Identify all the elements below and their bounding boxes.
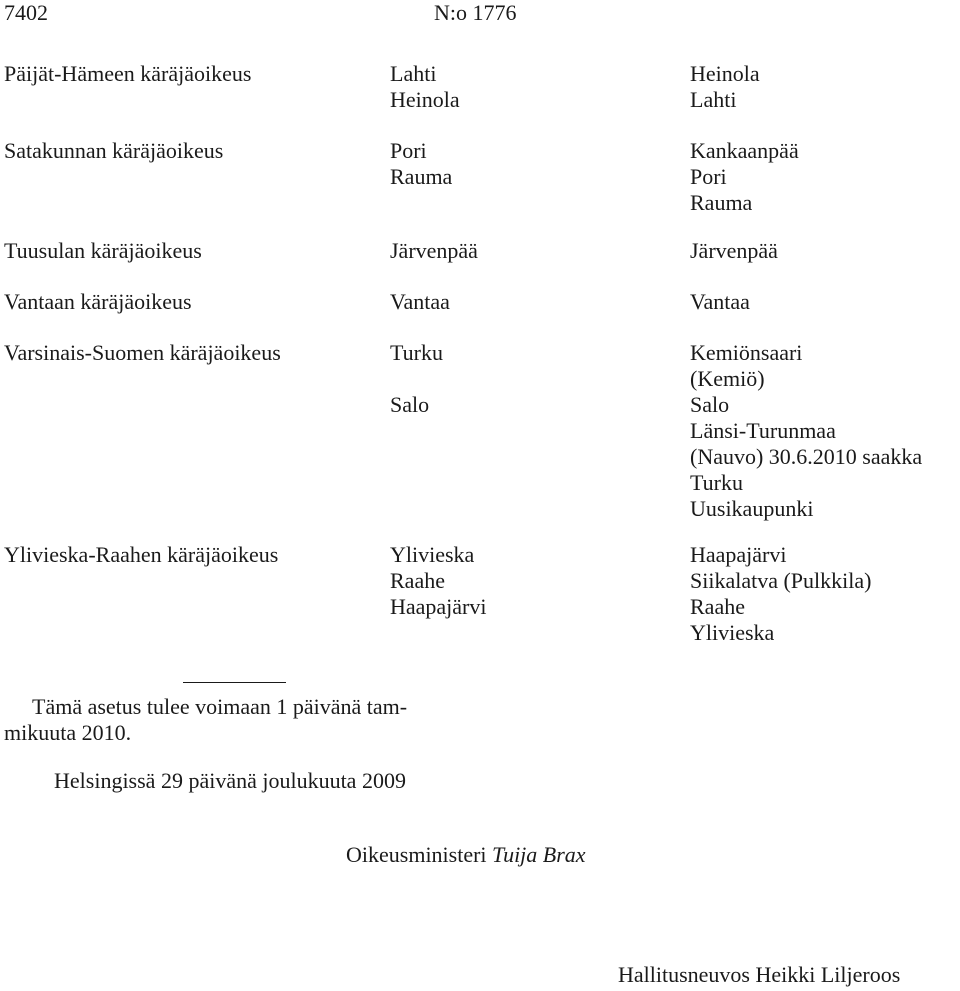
minister-name: Tuija Brax xyxy=(492,842,586,867)
place: Lahti xyxy=(690,87,737,112)
place: Uusikaupunki xyxy=(690,496,814,521)
place: Salo xyxy=(690,392,730,417)
office-spacer xyxy=(390,366,443,392)
minister-title: Oikeusministeri xyxy=(346,842,487,867)
court-offices xyxy=(390,542,487,620)
page-number: 7402 xyxy=(4,0,48,25)
place: Kankaanpää xyxy=(690,138,799,163)
place: Haapajärvi xyxy=(690,542,787,567)
court-offices xyxy=(390,238,478,264)
court-offices xyxy=(390,138,452,190)
paragraph-line: Tämä asetus tulee voimaan 1 päivänä tam- xyxy=(32,694,408,719)
place: Kemiönsaari xyxy=(690,340,803,365)
paragraph-line: mikuuta 2010. xyxy=(4,720,132,745)
session-places xyxy=(690,61,760,113)
place: Järvenpää xyxy=(690,238,778,263)
court-offices xyxy=(390,340,443,418)
court-name: Vantaan käräjäoikeus xyxy=(4,289,192,314)
office: Heinola xyxy=(390,87,460,112)
entry-into-force-paragraph xyxy=(4,694,474,746)
office: Raahe xyxy=(390,568,445,593)
court-offices xyxy=(390,61,460,113)
court-name: Tuusulan käräjäoikeus xyxy=(4,238,202,263)
office: Rauma xyxy=(390,164,453,189)
place: Turku xyxy=(690,470,743,495)
place: Raahe xyxy=(690,594,745,619)
place: Ylivieska xyxy=(690,620,775,645)
court-name: Varsinais-Suomen käräjäoikeus xyxy=(4,340,281,365)
office: Vantaa xyxy=(390,289,450,314)
office: Ylivieska xyxy=(390,542,475,567)
place: Siikalatva (Pulkkila) xyxy=(690,568,872,593)
office: Haapajärvi xyxy=(390,594,487,619)
place: Länsi-Turunmaa xyxy=(690,418,836,443)
court-name: Päijät-Hämeen käräjäoikeus xyxy=(4,61,252,86)
place: (Nauvo) 30.6.2010 saakka xyxy=(690,444,923,469)
session-places xyxy=(690,340,922,522)
session-places xyxy=(690,238,778,264)
office: Lahti xyxy=(390,61,437,86)
section-divider xyxy=(183,682,286,683)
place: (Kemiö) xyxy=(690,366,765,391)
office: Pori xyxy=(390,138,427,163)
session-places xyxy=(690,289,750,315)
session-places xyxy=(690,138,799,216)
session-places xyxy=(690,542,871,646)
counter-signature: Hallitusneuvos Heikki Liljeroos xyxy=(618,962,901,987)
office: Järvenpää xyxy=(390,238,478,263)
place: Pori xyxy=(690,164,727,189)
court-offices xyxy=(390,289,450,315)
minister-signature xyxy=(346,842,586,868)
office: Turku xyxy=(390,340,443,365)
place: Heinola xyxy=(690,61,760,86)
document-number: N:o 1776 xyxy=(434,0,517,25)
court-name: Ylivieska-Raahen käräjäoikeus xyxy=(4,542,279,567)
place-and-date: Helsingissä 29 päivänä joulukuuta 2009 xyxy=(54,768,406,793)
place: Vantaa xyxy=(690,289,750,314)
place: Rauma xyxy=(690,190,753,215)
court-name: Satakunnan käräjäoikeus xyxy=(4,138,224,163)
office: Salo xyxy=(390,392,430,417)
